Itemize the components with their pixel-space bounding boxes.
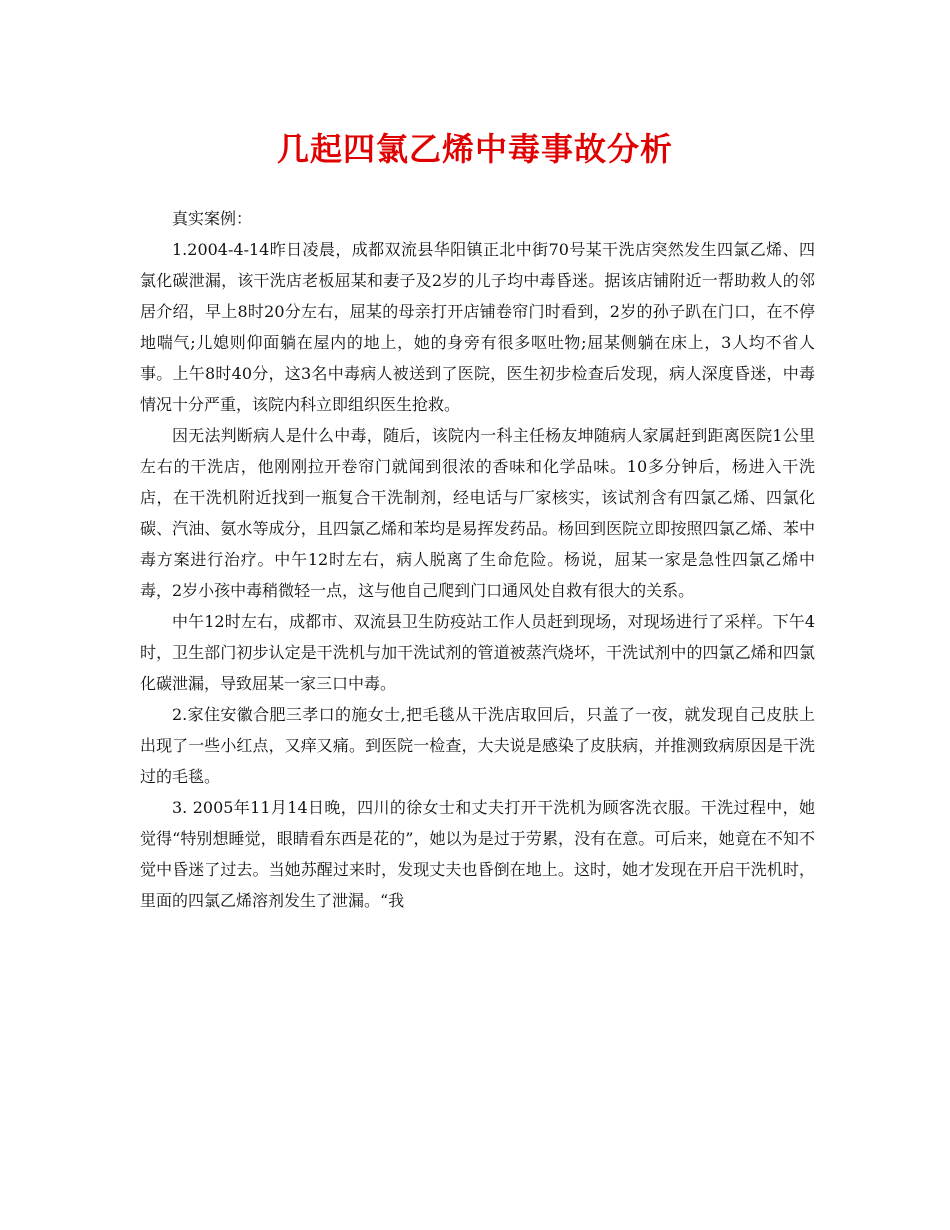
paragraph-investigation: 因无法判断病人是什么中毒，随后，该院内一科主任杨友坤随病人家属赶到距离医院1公里左右的干洗店，他刚刚拉开卷帘门就闻到很浓的香味和化学品味。10多分钟后，杨进入干洗店，在干洗机附近找到一瓶复合干洗制剂，经电话与厂家核实，该试剂含有四氯乙烯、四氯化碳、汽油、氨水等成分，且四氯乙烯和苯均是易挥发药品。杨回到医院立即按照四氯乙烯、苯中毒方案进行治疗。中午12时左右，病人脱离了生命危险。杨说，屈某一家是急性四氯乙烯中毒，2岁小孩中毒稍微轻一点，这与他自己爬到门口通风处自救有很大的关系。 (140, 426, 815, 600)
paragraph-sampling: 中午12时左右，成都市、双流县卫生防疫站工作人员赶到现场，对现场进行了采样。下午4时，卫生部门初步认定是干洗机与加干洗试剂的管道被蒸汽烧坏，干洗试剂中的四氯乙烯和四氯化碳泄漏，导致屈某一家三口中毒。 (140, 612, 815, 693)
paragraph-case-3: 3. 2005年11月14日晚，四川的徐女士和丈夫打开干洗机为顾客洗衣服。干洗过程中，她觉得“特别想睡觉，眼睛看东西是花的”，她以为是过于劳累，没有在意。可后来，她竟在不知不觉中昏迷了过去。当她苏醒过来时，发现丈夫也昏倒在地上。这时，她才发现在开启干洗机时，里面的四氯乙烯溶剂发生了泄漏。“我 (140, 798, 815, 910)
document-title: 几起四氯乙烯中毒事故分析 (276, 130, 673, 168)
document-body (140, 203, 815, 916)
paragraph-case-2: 2.家住安徽合肥三孝口的施女士,把毛毯从干洗店取回后，只盖了一夜，就发现自己皮肤上出现了一些小红点，又痒又痛。到医院一检查，大夫说是感染了皮肤病，并推测致病原因是干洗过的毛毯。 (140, 705, 815, 786)
paragraph-case-1: 1.2004-4-14昨日凌晨，成都双流县华阳镇正北中街70号某干洗店突然发生四氯乙烯、四氯化碳泄漏，该干洗店老板屈某和妻子及2岁的儿子均中毒昏迷。据该店铺附近一帮助救人的邻居介绍，早上8时20分左右，屈某的母亲打开店铺卷帘门时看到，2岁的孙子趴在门口，在不停地喘气;儿媳则仰面躺在屋内的地上，她的身旁有很多呕吐物;屈某侧躺在床上，3人均不省人事。上午8时40分，这3名中毒病人被送到了医院，医生初步检查后发现，病人深度昏迷，中毒情况十分严重，该院内科立即组织医生抢救。 (140, 240, 815, 414)
paragraph-intro: 真实案例： (172, 209, 253, 228)
